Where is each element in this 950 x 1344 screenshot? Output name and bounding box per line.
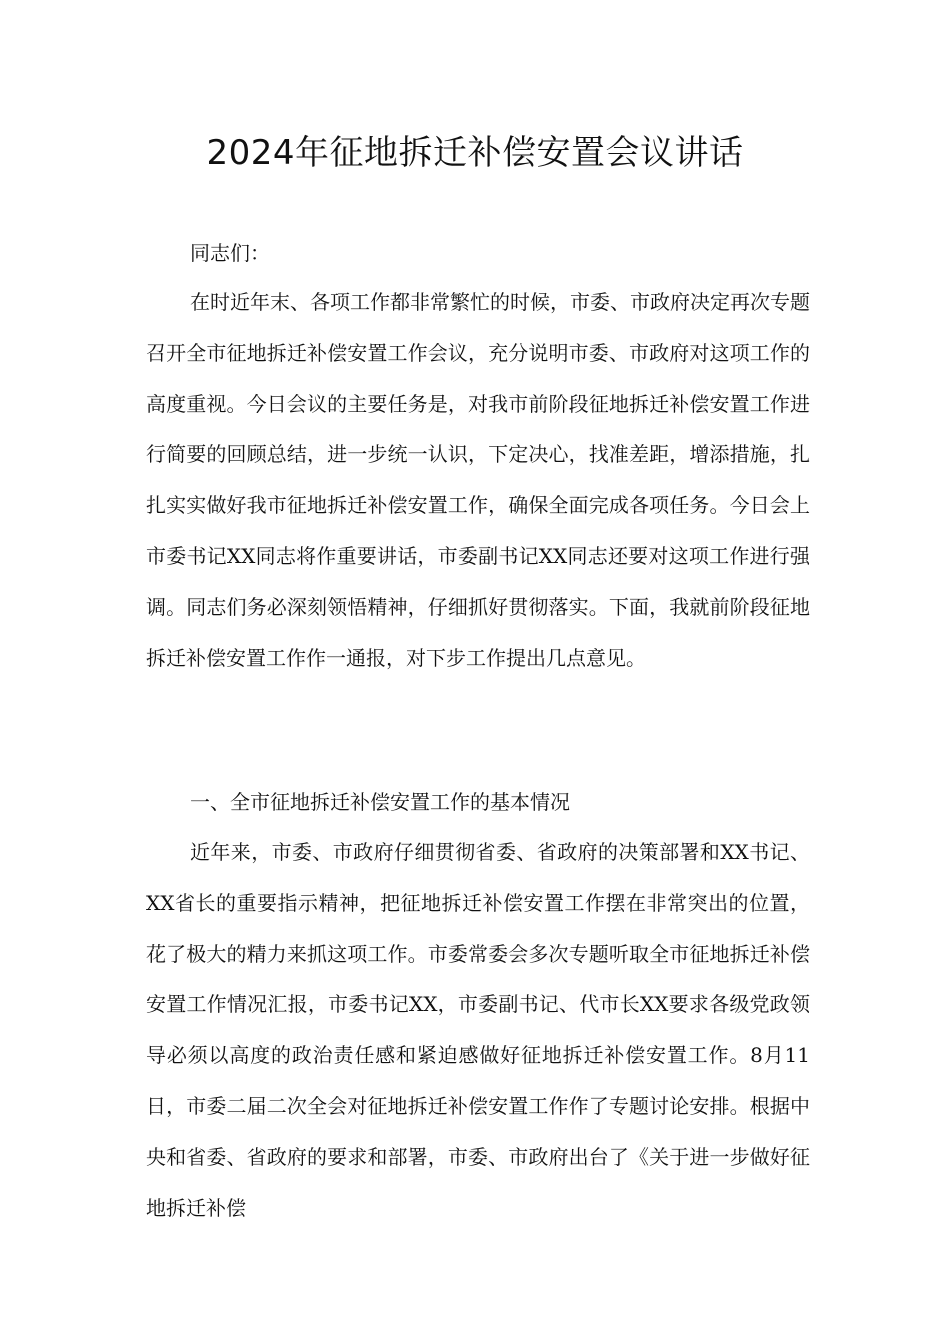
salutation: 同志们： bbox=[190, 241, 270, 265]
document-title: 2024年征地拆迁补偿安置会议讲话 bbox=[206, 133, 744, 173]
section-heading: 一、全市征地拆迁补偿安置工作的基本情况 bbox=[190, 790, 570, 814]
paragraph-basic-situation: 近年来，市委、市政府仔细贯彻省委、省政府的决策部署和XX书记、XX省长的重要指示精神，把征地拆迁补偿安置工作摆在非常突出的位置，花了极大的精力来抓这项工作。市委常委会多次专题听取全市征地拆迁补偿安置工作情况汇报，市委书记XX，市委副书记、代市长XX要求各级党政领导必须以高度的政治责任感和紧迫感做好征地拆迁补偿安置工作。8月11日，市委二届二次全会对征地拆迁补偿安置工作作了专题讨论安排。根据中央和省委、省政府的要求和部署，市委、市政府出台了《关于进一步做好征地拆迁补偿 bbox=[146, 840, 810, 1220]
paragraph-intro: 在时近年末、各项工作都非常繁忙的时候，市委、市政府决定再次专题召开全市征地拆迁补偿安置工作会议，充分说明市委、市政府对这项工作的高度重视。今日会议的主要任务是，对我市前阶段征地拆迁补偿安置工作进行简要的回顾总结，进一步统一认识，下定决心，找准差距，增添措施，扎扎实实做好我市征地拆迁补偿安置工作，确保全面完成各项任务。今日会上市委书记XX同志将作重要讲话，市委副书记XX同志还要对这项工作进行强调。同志们务必深刻领悟精神，仔细抓好贯彻落实。下面，我就前阶段征地拆迁补偿安置工作作一通报，对下步工作提出几点意见。 bbox=[146, 290, 810, 670]
